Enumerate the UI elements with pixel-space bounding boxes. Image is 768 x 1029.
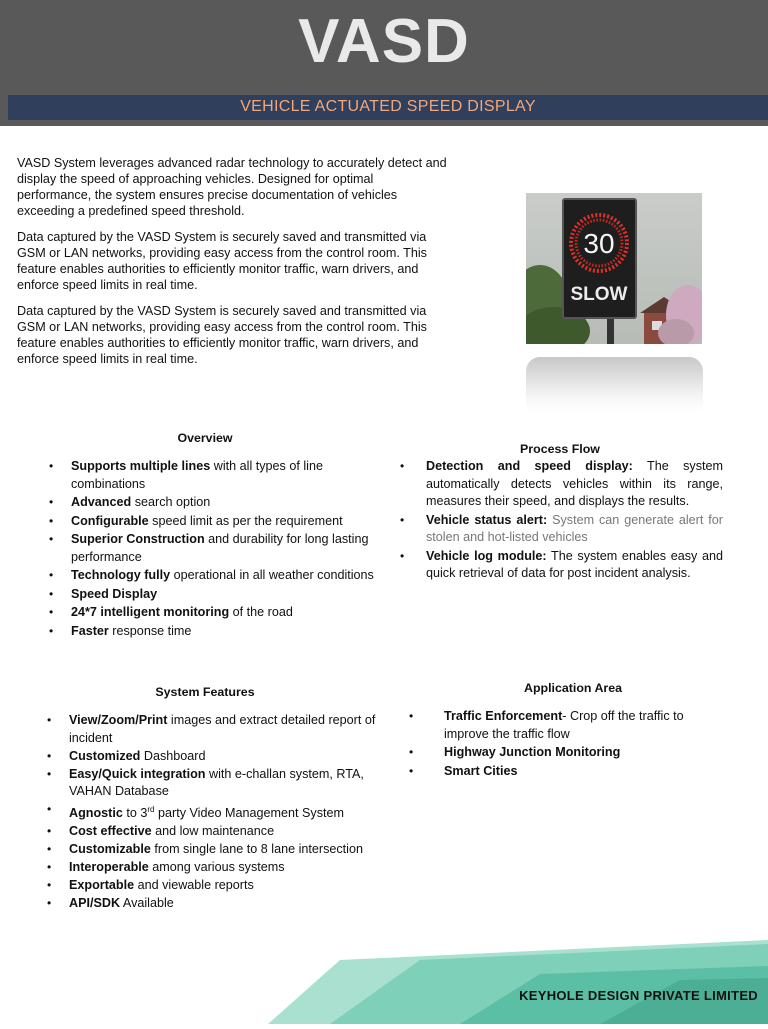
list-item bbox=[49, 513, 382, 531]
item-text: The system automatically detects vehicles within its range, measures their speed, and displays the results. bbox=[426, 459, 723, 508]
process-flow-title: Process Flow bbox=[520, 442, 600, 456]
item-bold-label: Advanced bbox=[71, 495, 132, 509]
item-bold-label: Superior Construction bbox=[71, 532, 205, 546]
bullet-icon: • bbox=[49, 459, 54, 473]
bullet-icon: • bbox=[49, 586, 54, 601]
item-text: images and extract detailed report of incident bbox=[69, 713, 376, 745]
bullet-icon: • bbox=[49, 623, 54, 638]
footer-decoration bbox=[0, 930, 768, 1024]
process-flow-list bbox=[400, 458, 723, 584]
item-bold-label: Speed Display bbox=[71, 586, 158, 601]
item-text: operational in all weather conditions bbox=[170, 568, 374, 582]
sign-word-text: SLOW bbox=[570, 284, 628, 305]
bullet-icon: • bbox=[49, 495, 54, 509]
list-item bbox=[400, 512, 723, 547]
item-bold-label: Customizable bbox=[69, 842, 151, 857]
item-bold-label: Detection and speed display: bbox=[426, 459, 633, 473]
list-item bbox=[47, 823, 380, 841]
list-item bbox=[49, 567, 382, 585]
item-text: speed limit as per the requirement bbox=[148, 513, 343, 528]
item-bold-label: Smart Cities bbox=[444, 763, 518, 778]
header-banner bbox=[0, 0, 768, 126]
sign-speed-text: 30 bbox=[583, 228, 615, 259]
subtitle-bar bbox=[8, 95, 768, 120]
bullet-icon: • bbox=[400, 548, 405, 563]
page-title: VASD bbox=[298, 7, 470, 76]
bullet-icon: • bbox=[400, 459, 405, 473]
bullet-icon: • bbox=[409, 763, 414, 778]
item-bold-label: Cost effective bbox=[69, 824, 152, 839]
bullet-icon: • bbox=[47, 860, 52, 875]
bullet-icon: • bbox=[409, 745, 414, 759]
application-area-list bbox=[409, 708, 709, 781]
list-item bbox=[49, 531, 382, 566]
bullet-icon: • bbox=[47, 878, 52, 893]
item-bold-label: 24*7 intelligent monitoring bbox=[71, 605, 230, 619]
item-text: to 3 bbox=[122, 806, 148, 821]
bullet-icon: • bbox=[47, 748, 52, 763]
item-text-continued: party Video Management System bbox=[154, 806, 344, 821]
list-item bbox=[49, 604, 382, 622]
item-text: and durability for long lasting performance bbox=[71, 532, 369, 564]
item-text: among various systems bbox=[148, 860, 285, 875]
bullet-icon: • bbox=[49, 568, 54, 582]
item-text: search option bbox=[131, 495, 211, 509]
item-text: and viewable reports bbox=[134, 878, 254, 893]
bullet-icon: • bbox=[49, 532, 54, 546]
item-bold-label: Vehicle status alert: bbox=[426, 512, 548, 527]
item-bold-label: View/Zoom/Print bbox=[69, 713, 168, 727]
item-bold-label: Easy/Quick integration bbox=[69, 766, 206, 781]
bullet-icon: • bbox=[47, 713, 52, 727]
company-name: KEYHOLE DESIGN PRIVATE LIMITED bbox=[519, 988, 758, 1003]
item-bold-label: Faster bbox=[71, 623, 109, 638]
item-bold-label: Highway Junction Monitoring bbox=[444, 745, 621, 759]
item-text: - Crop off the traffic to improve the traffic flow bbox=[444, 709, 684, 741]
item-bold-label: Traffic Enforcement bbox=[444, 709, 563, 723]
page-subtitle: VEHICLE ACTUATED SPEED DISPLAY bbox=[240, 98, 536, 115]
item-text: with e-challan system, RTA, VAHAN Database bbox=[69, 766, 364, 798]
bullet-icon: • bbox=[47, 842, 52, 857]
item-text: from single lane to 8 lane intersection bbox=[150, 842, 363, 857]
bullet-icon: • bbox=[409, 709, 414, 723]
item-bold-label: Customized bbox=[69, 748, 141, 763]
list-item bbox=[49, 586, 382, 604]
bullet-icon: • bbox=[47, 766, 52, 781]
item-text: System can generate alert for stolen and hot-listed vehicles bbox=[426, 512, 723, 544]
list-item bbox=[47, 895, 380, 913]
overview-list bbox=[49, 458, 382, 641]
item-bold-label: Interoperable bbox=[69, 860, 149, 875]
item-bold-label: Exportable bbox=[69, 878, 135, 893]
application-area-title: Application Area bbox=[524, 681, 622, 695]
list-item bbox=[47, 748, 380, 766]
list-item bbox=[47, 712, 380, 747]
item-text: and low maintenance bbox=[151, 824, 275, 839]
item-text: response time bbox=[108, 623, 192, 638]
list-item bbox=[49, 494, 382, 512]
list-item bbox=[400, 548, 723, 583]
item-text: of the road bbox=[229, 605, 293, 619]
item-bold-label: Vehicle log module: bbox=[426, 548, 547, 563]
item-bold-label: Technology fully bbox=[71, 568, 171, 582]
speed-sign-photo bbox=[526, 193, 702, 344]
bullet-icon: • bbox=[49, 605, 54, 619]
overview-title: Overview bbox=[177, 431, 233, 445]
item-superscript: rd bbox=[147, 805, 155, 814]
bullet-icon: • bbox=[400, 512, 405, 527]
list-item bbox=[409, 708, 709, 743]
list-item bbox=[49, 458, 382, 493]
bullet-icon: • bbox=[49, 513, 54, 528]
system-features-list bbox=[47, 712, 380, 913]
system-features-title: System Features bbox=[155, 685, 255, 699]
bullet-icon: • bbox=[47, 802, 52, 816]
item-bold-label: API/SDK bbox=[69, 896, 121, 911]
item-bold-label: Configurable bbox=[71, 513, 149, 528]
list-item bbox=[47, 877, 380, 895]
intro-paragraph-1: VASD System leverages advanced radar technology to accurately detect and display the speed of approaching vehicles. Designed for optimal performance, the system ensures precise documentation of vehicles exceeding a predefined speed threshold. bbox=[17, 156, 447, 218]
intro-text bbox=[17, 155, 449, 377]
list-item bbox=[47, 859, 380, 877]
item-bold-label: Supports multiple lines bbox=[71, 459, 211, 473]
list-item bbox=[47, 801, 380, 823]
list-item bbox=[409, 744, 709, 762]
intro-paragraph-3: Data captured by the VASD System is securely saved and transmitted via GSM or LAN networks, providing easy access from the control room. This feature enables authorities to efficiently monitor traffic, warn drivers, and enforce speed limits in real time. bbox=[17, 304, 427, 366]
intro-paragraph-2: Data captured by the VASD System is securely saved and transmitted via GSM or LAN networks, providing easy access from the control room. This feature enables authorities to efficiently monitor traffic, warn drivers, and enforce speed limits in real time. bbox=[17, 230, 427, 292]
item-text: Dashboard bbox=[140, 748, 206, 763]
bullet-icon: • bbox=[47, 896, 52, 911]
photo-reflection bbox=[526, 357, 703, 412]
item-text: The system enables easy and quick retrieval of data for post incident analysis. bbox=[426, 548, 723, 580]
item-text: with all types of line combinations bbox=[71, 459, 323, 491]
list-item bbox=[47, 766, 380, 801]
bullet-icon: • bbox=[47, 824, 52, 839]
list-item bbox=[400, 458, 723, 511]
list-item bbox=[49, 623, 382, 641]
item-bold-label: Agnostic bbox=[69, 806, 123, 821]
item-text: Available bbox=[120, 896, 174, 911]
list-item bbox=[47, 841, 380, 859]
list-item bbox=[409, 763, 709, 781]
